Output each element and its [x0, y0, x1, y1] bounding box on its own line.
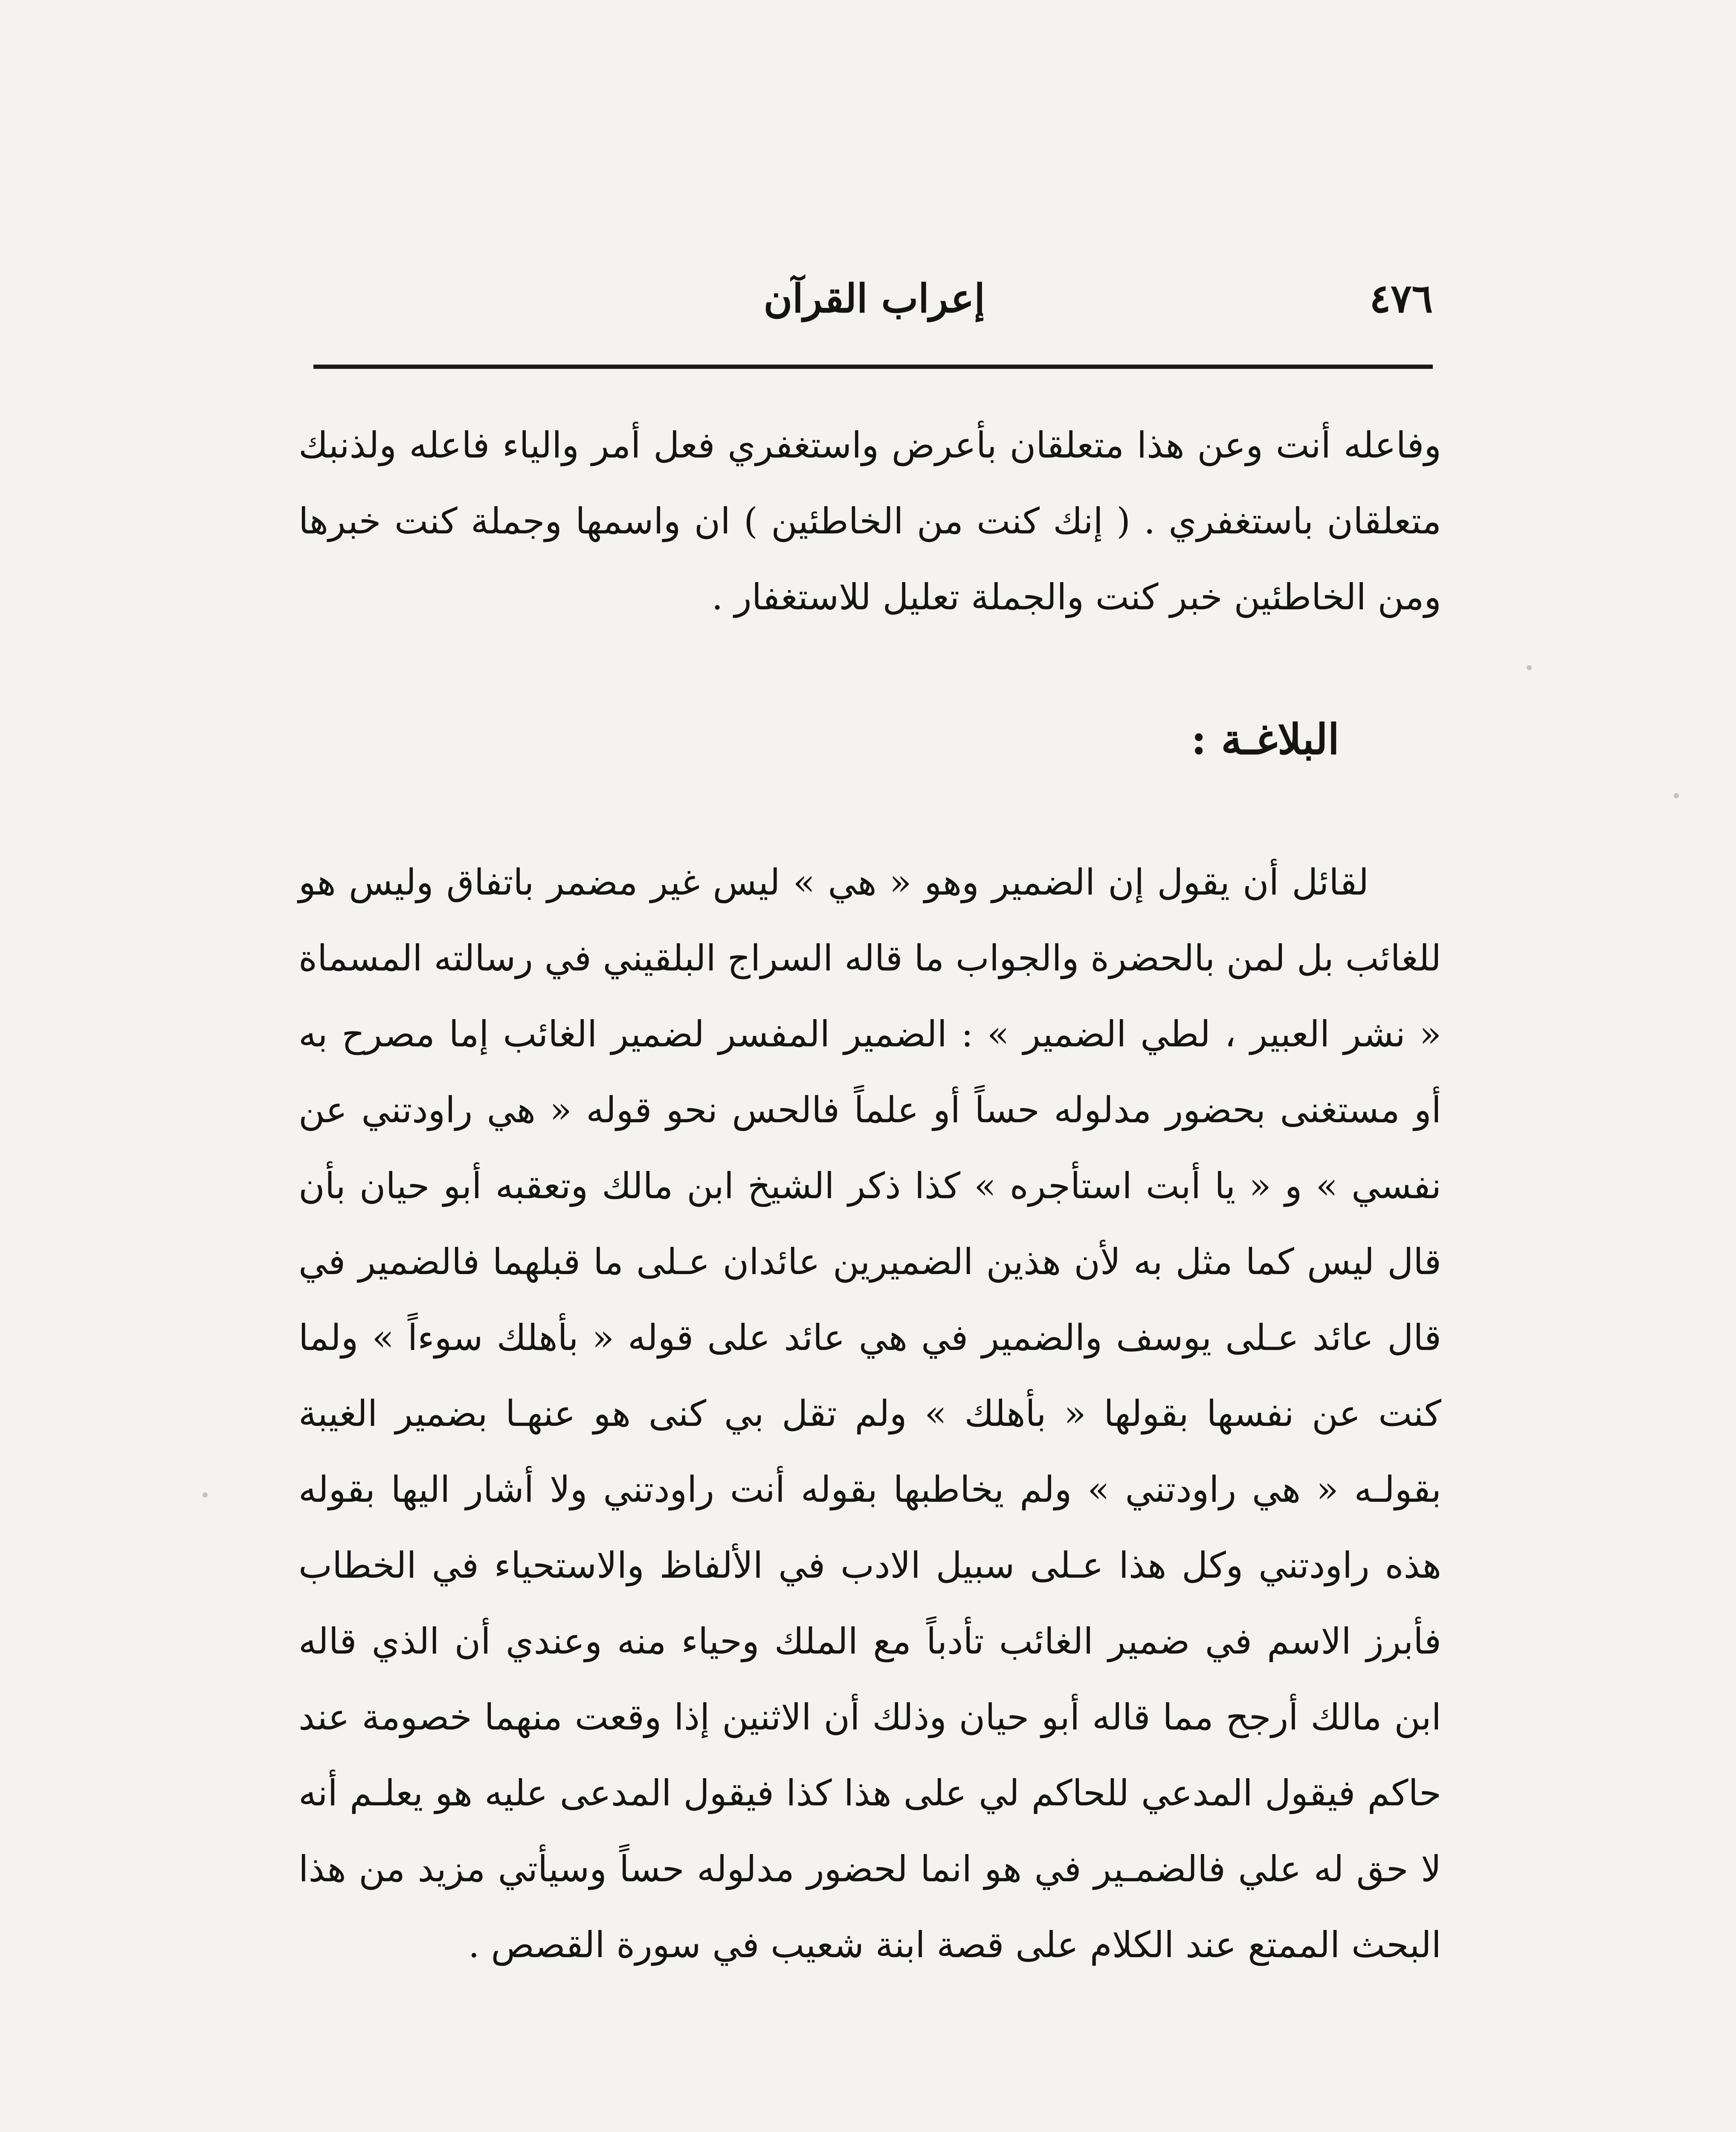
scan-speck — [203, 1492, 208, 1498]
section-heading: البلاغـة : — [1191, 715, 1339, 764]
page-number: ٤٧٦ — [1369, 275, 1433, 322]
page-header — [313, 273, 1433, 324]
running-title: إعراب القرآن — [763, 275, 985, 322]
scan-speck — [1527, 665, 1532, 670]
header-rule — [313, 365, 1433, 369]
scan-speck — [1674, 793, 1679, 798]
main-paragraph: لقائل أن يقول إن الضمير وهو « هي » ليس غير مضمر باتفاق وليس هو للغائب بل لمن بالحضرة والجواب ما قاله السراج البلقيني في رسالته المسماة « نشر العبير ، لطي الضمير » : الضمير المفسر لضمير الغائب إما مصرح به أو مستغنى بحضور مدلوله حساً أو علماً فالحس نحو قوله « هي راودتني عن نفسي » و « يا أبت استأجره » كذا ذكر الشيخ ابن مالك وتعقبه أبو حيان بأن قال ليس كما مثل به لأن هذين الضميرين عائدان عـلى ما قبلهما فالضمير في قال عائد عـلى يوسف والضمير في هي عائد على قوله « بأهلك سوءاً » ولما كنت عن نفسها بقولها « بأهلك » ولم تقل بي كنى هو عنهـا بضمير الغيبة بقولـه « هي راودتني » ولم يخاطبها بقوله أنت راودتني ولا أشار اليها بقوله هذه راودتني وكل هذا عـلى سبيل الادب في الألفاظ والاستحياء في الخطاب فأبرز الاسم في ضمير الغائب تأدباً مع الملك وحياء منه وعندي أن الذي قاله ابن مالك أرجح مما قاله أبو حيان وذلك أن الاثنين إذا وقعت منهما خصومة عند حاكم فيقول المدعي للحاكم لي على هذا كذا فيقول المدعى عليه هو يعلـم أنه لا حق له علي فالضمـير في هو انما لحضور مدلوله حساً وسيأتي مزيد من هذا البحث الممتع عند الكلام على قصة ابنة شعيب في سورة القصص . — [299, 861, 1441, 1966]
intro-paragraph: وفاعله أنت وعن هذا متعلقان بأعرض واستغفري فعل أمر والياء فاعله ولذنبك متعلقان باستغفري . ( إنك كنت من الخاطئين ) ان واسمها وجملة كنت خبرها ومن الخاطئين خبر كنت والجملة تعليل للاستغفار . — [299, 424, 1441, 618]
main-text — [299, 844, 1441, 1983]
